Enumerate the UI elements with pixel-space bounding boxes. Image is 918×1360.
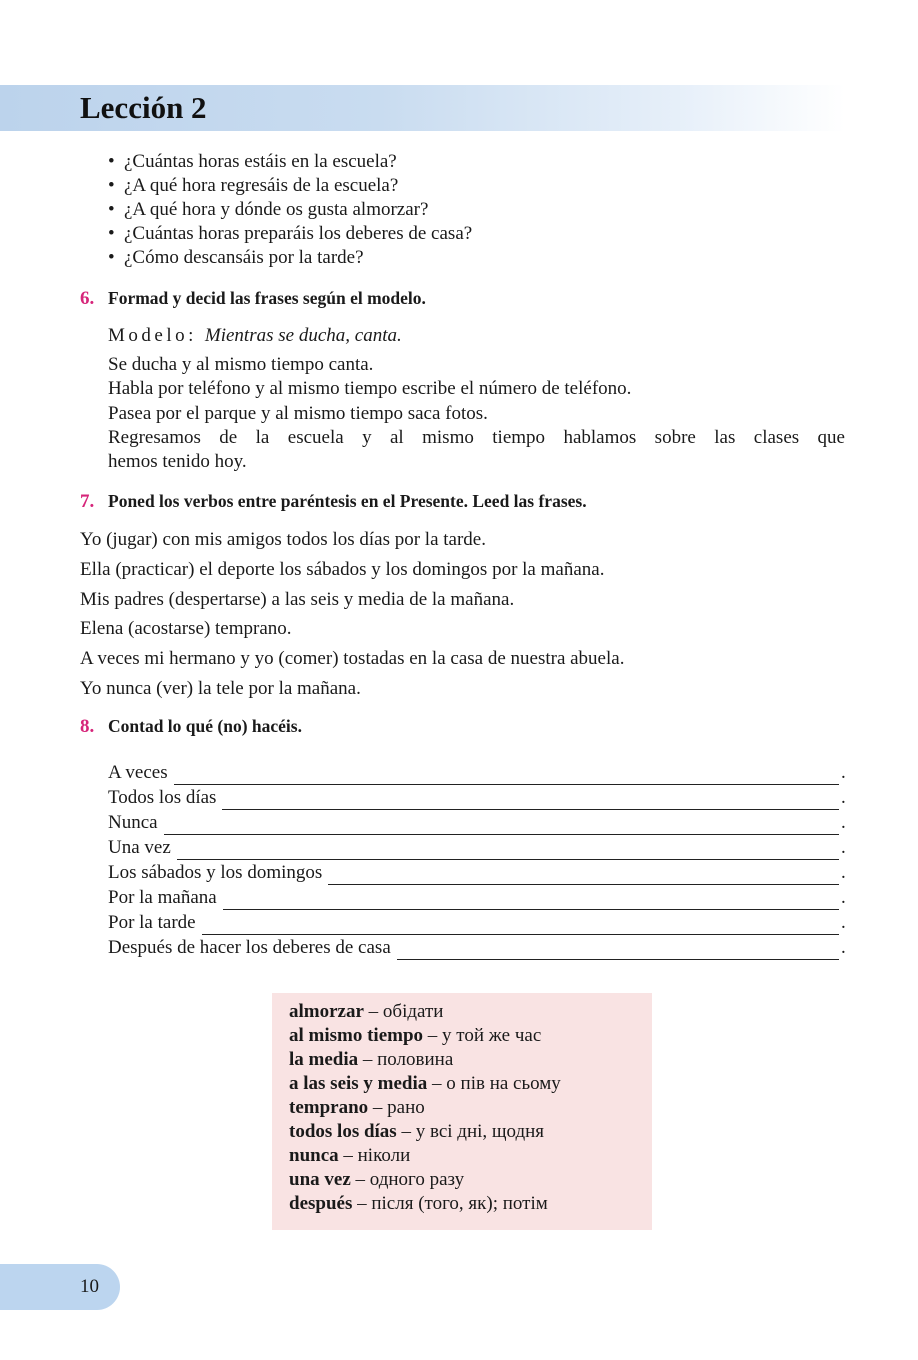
prompt-label: Los sábados y los domingos bbox=[108, 862, 323, 883]
vocab-entry bbox=[289, 1168, 652, 1192]
answer-line bbox=[202, 916, 839, 935]
question-list bbox=[108, 150, 472, 270]
exercise-number: 6. bbox=[80, 288, 95, 309]
sentence-line: Se ducha y al mismo tiempo canta. bbox=[108, 354, 374, 375]
sentence-line: Ella (practicar) el deporte los sábados y los domingos por la mañana. bbox=[80, 558, 605, 580]
list-item: • ¿Cuántas horas estáis en la escuela? bbox=[108, 151, 397, 172]
prompt-label: Nunca bbox=[108, 812, 158, 833]
fill-in-row: Todos los días . bbox=[108, 787, 846, 808]
vocabulary-box bbox=[272, 993, 652, 1230]
prompt-label: A veces bbox=[108, 762, 168, 783]
bullet-icon: • bbox=[108, 247, 115, 268]
prompt-label: Por la tarde bbox=[108, 912, 196, 933]
sentence-line: hemos tenido hoy. bbox=[108, 451, 247, 473]
exercise-number: 7. bbox=[80, 491, 95, 512]
vocab-entry bbox=[289, 1192, 652, 1216]
vocab-term: a las seis y media bbox=[289, 1073, 428, 1094]
sentence-line: Pasea por el parque y al mismo tiempo saca fotos. bbox=[108, 402, 488, 424]
answer-line bbox=[164, 816, 839, 835]
vocab-translation: – обідати bbox=[368, 1001, 444, 1022]
model-example bbox=[108, 324, 402, 348]
prompt-label: Una vez bbox=[108, 837, 171, 858]
prompt-label: Después de hacer los deberes de casa bbox=[108, 937, 391, 958]
list-item: • ¿Cómo descansáis por la tarde? bbox=[108, 247, 364, 268]
bullet-icon: • bbox=[108, 223, 115, 244]
exercise-8-fill-lines bbox=[108, 760, 845, 960]
exercise-number: 8. bbox=[80, 716, 95, 737]
exercise-instruction: Formad y decid las frases según el modelo. bbox=[108, 288, 426, 308]
sentence-line: Yo (jugar) con mis amigos todos los días por la tarde. bbox=[80, 529, 486, 550]
vocab-term: todos los días bbox=[289, 1121, 397, 1142]
answer-line bbox=[397, 941, 839, 960]
vocab-term: temprano bbox=[289, 1097, 369, 1118]
bullet-icon: • bbox=[108, 151, 115, 172]
answer-line bbox=[223, 891, 839, 910]
exercise-6-sentences bbox=[108, 353, 845, 474]
list-item: • ¿Cuántas horas preparáis los deberes de casa? bbox=[108, 223, 473, 244]
answer-line bbox=[222, 791, 839, 810]
vocab-translation: – одного разу bbox=[355, 1169, 465, 1190]
vocab-entry bbox=[289, 1120, 652, 1144]
exercise-7-sentences bbox=[80, 525, 624, 704]
fill-in-row: Por la tarde . bbox=[108, 912, 846, 933]
model-sentence: Mientras se ducha, canta. bbox=[204, 325, 402, 346]
vocab-translation: – о пів на сьому bbox=[432, 1073, 561, 1094]
vocab-translation: – у всі дні, щодня bbox=[401, 1121, 545, 1142]
vocab-translation: – рано bbox=[372, 1097, 425, 1118]
fill-in-row: A veces . bbox=[108, 762, 846, 783]
vocab-translation: – ніколи bbox=[343, 1145, 411, 1166]
prompt-label: Todos los días bbox=[108, 787, 217, 808]
list-item: • ¿A qué hora regresáis de la escuela? bbox=[108, 175, 399, 196]
list-item: • ¿A qué hora y dónde os gusta almorzar? bbox=[108, 199, 429, 220]
fill-in-row: Los sábados y los domingos . bbox=[108, 862, 846, 883]
vocab-term: después bbox=[289, 1193, 353, 1214]
lesson-title: Lección 2 bbox=[80, 90, 207, 125]
vocab-translation: – у той же час bbox=[427, 1025, 542, 1046]
answer-line bbox=[174, 766, 839, 785]
vocab-translation: – половина bbox=[362, 1049, 454, 1070]
vocab-term: nunca bbox=[289, 1145, 339, 1166]
vocab-term: al mismo tiempo bbox=[289, 1025, 424, 1046]
sentence-line: A veces mi hermano y yo (comer) tostadas en la casa de nuestra abuela. bbox=[80, 648, 625, 670]
fill-in-row: Por la mañana . bbox=[108, 887, 846, 908]
model-label: Modelo: bbox=[108, 325, 197, 346]
vocab-entry bbox=[289, 1072, 652, 1096]
vocab-entry bbox=[289, 1000, 652, 1024]
page-number: 10 bbox=[80, 1276, 99, 1297]
prompt-label: Por la mañana bbox=[108, 887, 217, 908]
exercise-7-heading bbox=[80, 491, 587, 513]
fill-in-row: Una vez . bbox=[108, 837, 846, 858]
bullet-icon: • bbox=[108, 175, 115, 196]
answer-line bbox=[177, 841, 839, 860]
vocab-entry bbox=[289, 1048, 652, 1072]
vocab-term: la media bbox=[289, 1049, 359, 1070]
exercise-instruction: Contad lo qué (no) hacéis. bbox=[108, 716, 302, 736]
sentence-line: Mis padres (despertarse) a las seis y media de la mañana. bbox=[80, 588, 515, 610]
sentence-line: Regresamos de la escuela y al mismo tiempo hablamos sobre las clases que bbox=[108, 426, 845, 448]
answer-line bbox=[328, 866, 839, 885]
vocab-entry bbox=[289, 1096, 652, 1120]
sentence-line: Elena (acostarse) temprano. bbox=[80, 618, 292, 640]
exercise-instruction: Poned los verbos entre paréntesis en el Presente. Leed las frases. bbox=[108, 491, 587, 511]
fill-in-row: Nunca . bbox=[108, 812, 846, 833]
bullet-icon: • bbox=[108, 199, 115, 220]
exercise-8-heading bbox=[80, 716, 302, 738]
vocab-term: almorzar bbox=[289, 1001, 364, 1022]
sentence-line: Habla por teléfono y al mismo tiempo escribe el número de teléfono. bbox=[108, 378, 632, 400]
vocab-entry bbox=[289, 1024, 652, 1048]
page-number-tab bbox=[0, 1264, 120, 1310]
sentence-line: Yo nunca (ver) la tele por la mañana. bbox=[80, 677, 361, 699]
vocab-translation: – після (того, як); потім bbox=[357, 1193, 548, 1214]
vocab-term: una vez bbox=[289, 1169, 351, 1190]
fill-in-row: Después de hacer los deberes de casa . bbox=[108, 937, 846, 958]
exercise-6-heading bbox=[80, 288, 426, 310]
vocab-entry bbox=[289, 1144, 652, 1168]
